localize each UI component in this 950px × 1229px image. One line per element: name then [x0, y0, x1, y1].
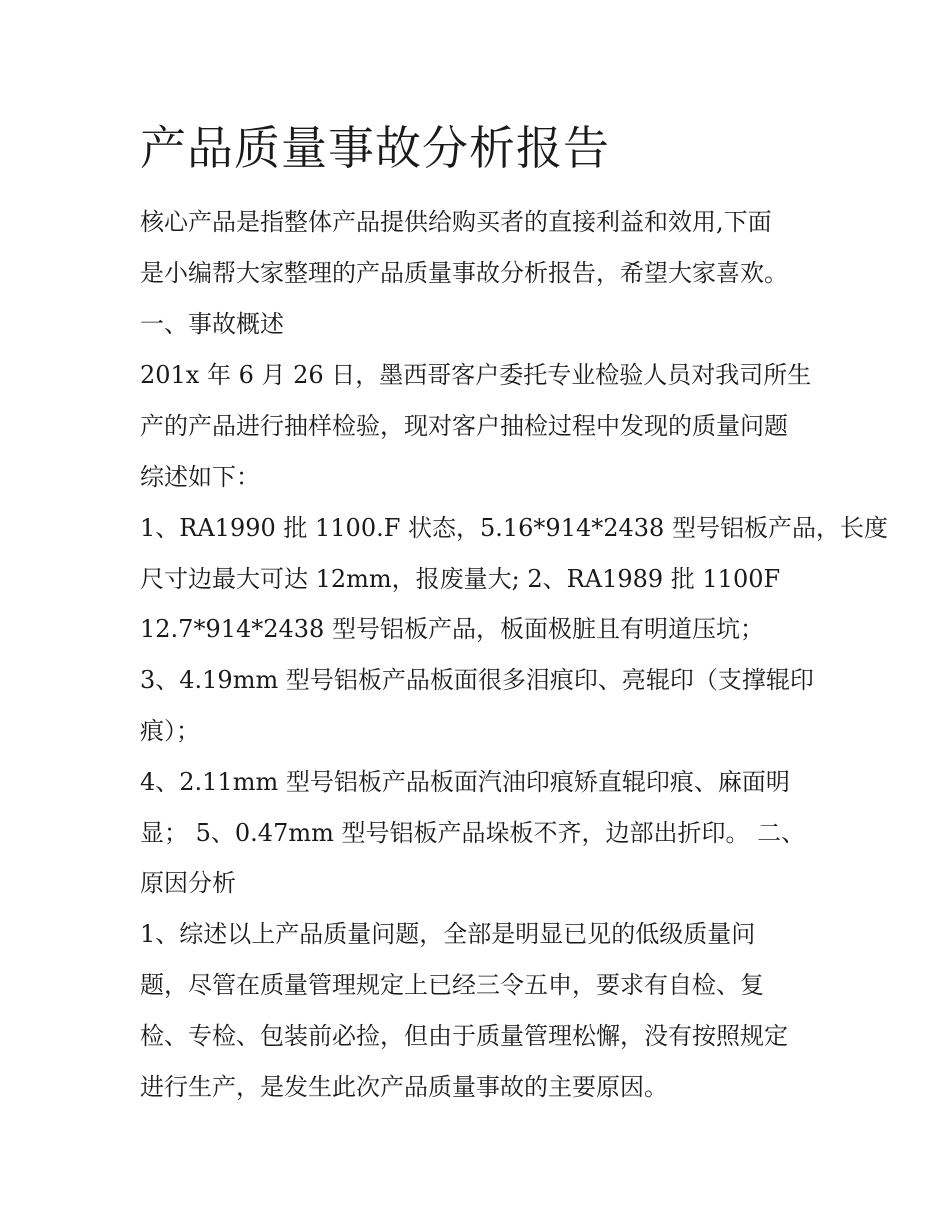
- page-title: 产品质量事故分析报告: [140, 121, 610, 175]
- section-heading: 一、事故概述: [140, 310, 284, 338]
- paragraph-line: 12.7*914*2438 型号铝板产品，板面极脏且有明道压坑；: [140, 615, 764, 643]
- paragraph-line: 3、4.19mm 型号铝板产品板面很多泪痕印、亮辊印（支撑辊印: [140, 666, 814, 694]
- paragraph-line: 显； 5、0.47mm 型号铝板产品垛板不齐，边部出折印。 二、: [140, 819, 806, 847]
- paragraph-line: 4、2.11mm 型号铝板产品板面汽油印痕矫直辊印痕、麻面明: [140, 768, 790, 796]
- paragraph-line: 1、综述以上产品质量问题，全部是明显已见的低级质量问: [140, 920, 756, 948]
- paragraph-line: 1、RA1990 批 1100.F 状态，5.16*914*2438 型号铝板产品，长度: [140, 514, 888, 542]
- paragraph-line: 核心产品是指整体产品提供给购买者的直接利益和效用,下面: [140, 208, 772, 236]
- paragraph-line: 综述如下：: [140, 463, 260, 491]
- paragraph-line: 题，尽管在质量管理规定上已经三令五申，要求有自检、复: [140, 971, 764, 999]
- paragraph-line: 尺寸边最大可达 12mm，报废量大; 2、RA1989 批 1100F: [140, 565, 781, 593]
- paragraph-line: 痕）；: [140, 717, 200, 745]
- paragraph-line: 是小编帮大家整理的产品质量事故分析报告，希望大家喜欢。: [140, 259, 788, 287]
- paragraph-line: 检、专检、包装前必捡，但由于质量管理松懈，没有按照规定: [140, 1022, 788, 1050]
- paragraph-line: 201x 年 6 月 26 日，墨西哥客户委托专业检验人员对我司所生: [140, 361, 812, 389]
- paragraph-line: 产的产品进行抽样检验，现对客户抽检过程中发现的质量问题: [140, 412, 788, 440]
- section-heading: 原因分析: [140, 869, 236, 897]
- paragraph-line: 进行生产，是发生此次产品质量事故的主要原因。: [140, 1073, 668, 1101]
